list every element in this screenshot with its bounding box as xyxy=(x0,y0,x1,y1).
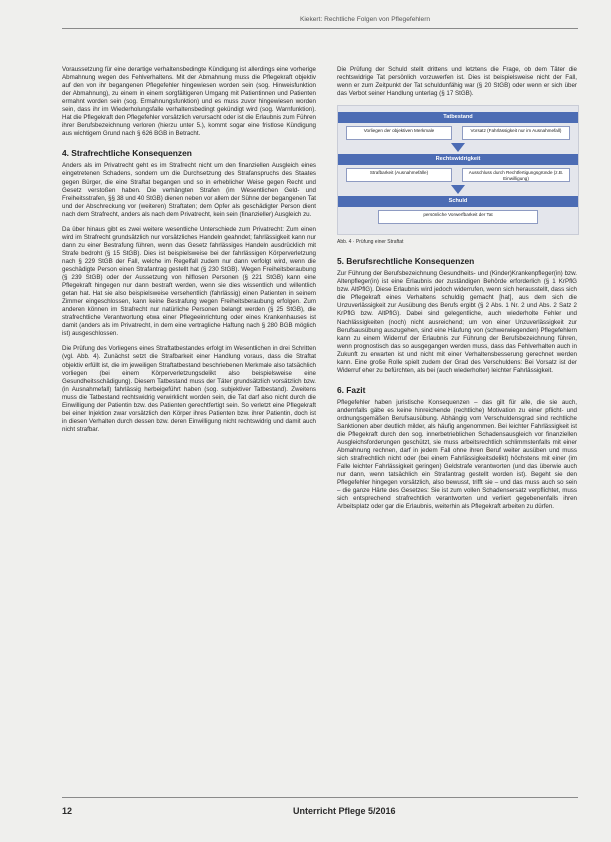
left-column xyxy=(62,66,316,441)
figure-band-schuld: Schuld xyxy=(338,196,578,207)
section-4-paragraph-2: Da über hinaus gibt es zwei weitere wesentliche Unterschiede zum Privatrecht: Zum einen wird im Strafrecht grundsätzlich nur vorsätzliches Handeln geahndet; fahrlässigkeit kann nur dann zu einer Bestrafung führen, wenn das Gesetz fahrlässiges Handeln ausdrücklich mit Strafe bedroht (§ 15 StGB). Dies ist beispielsweise bei der fahrlässigen Körperverletzung nach § 229 StGB der Fall, welche im Regelfall zudem nur dann verfolgt wird, wenn die geschädigte Person einen Strafantrag gestellt hat (§ 230 StGB). Wegen Freiheitsberaubung (§ 239 StGB) oder der Aussetzung von hilflosen Personen (§ 221 StGB) kann eine Pflegekraft hingegen nur dann bestraft werden, wenn sie dies wissentlich und willentlich getan hat. Hat sie also beispielsweise versehentlich (fahrlässig) einen Patienten in seinem Zimmer eingeschlossen, kann keine Bestrafung wegen Freiheitsberaubung erfolgen. Zum anderen können im Strafrecht nur natürliche Personen belangt werden (§ 25 StGB), die strafrechtliche Verantwortung etwa einer Pflegeeinrichtung oder eines Krankenhauses ist damit (anders als im Privatrecht, in dem eine vertragliche Haftung nach § 280 BGB möglich ist) ausgeschlossen. xyxy=(62,225,316,338)
figure-box-rechtfertigung: Ausschluss durch Rechtfertigungsgründe (z.B. Einwilligung) xyxy=(462,168,570,182)
running-header: Kiekert: Rechtliche Folgen von Pflegefehlern xyxy=(299,16,431,23)
header-rule xyxy=(62,28,578,29)
section-4-paragraph-3: Die Prüfung des Vorliegens eines Straftatbestandes erfolgt im Wesentlichen in drei Schritten (vgl. Abb. 4). Zunächst setzt die Strafbarkeit einer Handlung voraus, dass die Straftat objektiv erfüllt ist, die im jeweiligen Straftatbestand beschriebenen Merkmale also tatsächlich vorliegen (bei einem Körperverletzungsdelikt also beispielsweise eine Gesundheitsschädigung). Diesem Tatbestand muss der Täter grundsätzlich vorsätzlich bzw. (in Ausnahmefall) fahrlässig herbeigeführt haben (sog. subjektiver Tatbestand). Zweitens muss die Tatbestand rechtswidrig verwirklicht worden sein, die Tat darf also nicht durch die Einwilligung der Patientin bzw. des Patienten gerechtfertigt sein. So verletzt eine Pflegekraft bei einer Injektion zwar vorsätzlich den Körper ihres Patienten bzw. ihrer Patientin, doch ist in diesen Verhalten durch dessen bzw. deren Einwilligung nicht rechtswidrig und damit auch nicht strafbar. xyxy=(62,345,316,433)
section-5-heading: 5. Berufsrechtliche Konsequenzen xyxy=(337,256,475,267)
figure-arrow-2 xyxy=(451,185,465,194)
section-6-paragraph: Pflegefehler haben juristische Konsequenzen – das gilt für alle, die sie auch, andernfalls gäbe es keine hinreichende (rechtliche) Motivation zu einer pflicht- und ordnungsgemäßen Berufsausübung. Abhängig vom Verschuldensgrad sind rechtliche Sanktionen aber deutlich milder, als häufig angenommen. Bei leichter Fahrlässigkeit ist die Pflegekraft durch den sog. innerbetrieblichen Schadensausgleich vor finanziellen Ausgleichsforderungen geschützt, sie muss arbeitsrechtlich schlimmstenfalls mit einer Abmahnung rechnen, darf in jedem Fall ohne ihren Beruf weiter ausüben und muss sich strafrechtlich nicht oder (bei einem Fahrlässigkeitsdelikt) höchstens mit einer (im Falle leichter Fahrlässigkeit geringen) Geldstrafe verantworten (und das überwie auch nur dann, wenn tatsächlich ein Strafantrag gestellt worden ist). Begeht sie den Pflegefehler hingegen vorsätzlich, also bewusst, trifft sie – und das muss auch so sein – die ganze Härte des Gesetzes: Sie ist zum vollen Schadensersatz verpflichtet, muss sich entsprechend strafrechtlich verantworten und verliert gegebenenfalls ihren Arbeitsplatz oder gar die Erlaubnis, weiterhin als Pflegekraft arbeiten zu dürfen. xyxy=(337,398,577,511)
figure-box-strafbarkeit: Strafbarkeit (Ausnahmefälle) xyxy=(346,168,452,182)
figure-band-rechtswidrigkeit: Rechtswidrigkeit xyxy=(338,154,578,165)
figure-band-tatbestand: Tatbestand xyxy=(338,112,578,123)
figure-box-vorsatz: Vorsatz (Fahrlässigkeit nur im Ausnahmefall) xyxy=(462,126,570,140)
figure-arrow-1 xyxy=(451,143,465,152)
figure-straftat-pruefung xyxy=(337,105,579,235)
intro-paragraph: Voraussetzung für eine derartige verhaltensbedingte Kündigung ist allerdings eine vorherige Abmahnung wegen des Fehlverhaltens. Mit der Abmahnung muss die Pflegekraft objektiv auf den von ihr begangenen Pflegefehler hingewiesen worden sein (sog. Hinweisfunktion der Abmahnung), zu einem in einem sorgfältigeren Umgang mit Patientinnen und Patienten ermahnt worden sein (sog. Ermahnungsfunktion) und es muss zuvor hingewiesen worden sein, dass ihr im Wiederholungsfalle verhaltensbedingt gekündigt wird (sog. Warnfunktion). Hat die Pflegekraft den Pflegefehler vorsätzlich verursacht oder ist die Erlaubnis zum Führen ihrer Berufsbezeichnung verloren (hierzu unter 5.), kommt sogar eine fristlose Kündigung aus wichtigem Grund nach § 626 BGB in Betracht. xyxy=(62,66,316,138)
section-6-heading: 6. Fazit xyxy=(337,384,366,395)
right-column xyxy=(337,66,577,519)
figure-caption: Abb. 4 · Prüfung einer Straftat xyxy=(337,239,404,246)
figure-box-objektive-merkmale: Vorliegen der objektiven Merkmale xyxy=(346,126,452,140)
section-5-paragraph: Zur Führung der Berufsbezeichnung Gesundheits- und (Kinder)Krankenpfleger(in) bzw. Altenpfleger(in) ist eine Erlaubnis der zuständigen Behörde erforderlich (§ 1 KrPflG bzw. AltPflG). Diese Erlaubnis wird jedoch widerrufen, wenn sich herausstellt, dass sich die Pflegekraft eines Verhaltens schuldig gemacht [hat], aus dem sich die Unzuverlässigkeit zur Ausübung des Berufs ergibt (§ 2 Abs. 1 Nr. 2 und Abs. 2 Satz 2 KrPflG bzw. AltPflG). Dabei sind gelegentliche, auch wiederholte Fehler und Nachlässigkeiten (noch) nicht ausreichend; um von einer Unzuverlässigkeit zur Berufsausübung auszugehen, sind eine Häufung von (schwerwiegenden) Pflegefehlern kann zu einem Widerruf der Erlaubnis zur Führung der Berufsbezeichnung führen, wenn prognostisch das so ausgegangen werden muss, dass das Fehlverhalten auch in Zukunft zu erwarten ist und nicht mit einer Verhaltensbesserung gerechnet werden kann. Eine große Rolle spielt zudem der Grad des Verschuldens: Bei Vorsatz ist der Widerruf eher zu befürchten, als bei (auch wiederholter) leichter Fahrlässigkeit. xyxy=(337,270,577,374)
section-4-heading: 4. Strafrechtliche Konsequenzen xyxy=(62,148,192,159)
footer-rule xyxy=(62,797,578,798)
schuld-paragraph: Die Prüfung der Schuld stellt drittens und letztens die Frage, ob dem Täter die rechtswidrige Tat persönlich vorzuwerfen ist. Dies ist beispielsweise nicht der Fall, wenn er zum Zeitpunkt der Tat schuldunfähig war (§ 20 StGB) oder wenn er sich über das Verbot seiner Handlung unterlag (§ 17 StGB). xyxy=(337,66,577,98)
magazine-issue: Unterricht Pflege 5/2016 xyxy=(293,806,396,816)
page-number: 12 xyxy=(62,806,73,816)
figure-box-vorwerfbarkeit: persönliche Vorwerfbarkeit der Tat xyxy=(378,210,538,224)
section-4-paragraph-1: Anders als im Privatrecht geht es im Strafrecht nicht um den finanziellen Ausgleich eines eingetretenen Schadens, sondern um die Durchsetzung des Strafanspruchs des Staates gegen Bürger, die eine Straftat begangen und so in erheblicher Weise gegen Recht und Gesetz verstoßen haben. Die verhängten Strafen (im Wesentlichen Geld- und Freiheitsstrafen, §§ 38 und 40 StGB) dienen neben vor allem der Sühne der begangenen Tat und der Abschreckung vor (weiteren) Straftaten; dem Opfer als geschädigter Person dient nach dem Strafrecht, anders als nach dem Privatrecht, kein sein (finanzieller) Ausgleich zu. xyxy=(62,162,316,218)
